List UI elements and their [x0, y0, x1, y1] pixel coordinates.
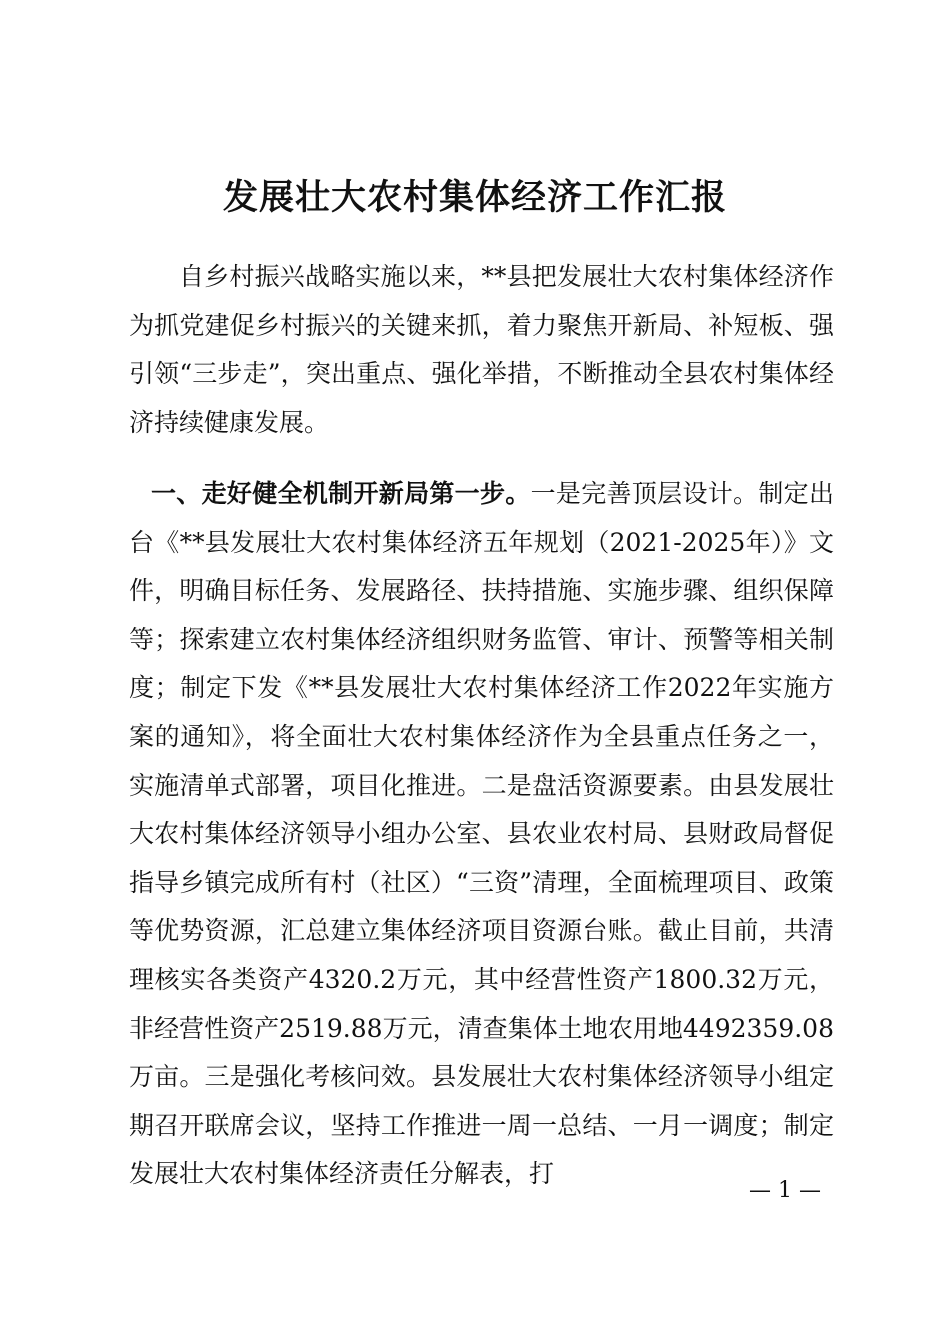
document-title: 发展壮大农村集体经济工作汇报 — [222, 178, 727, 218]
section-one-body: 一是完善顶层设计。制定出台《**县发展壮大农村集体经济五年规划（2021-2025年）》文件，明确目标任务、发展路径、扶持措施、实施步骤、组织保障等；探索建立农村集体经济组织财务监管、审计、预警等相关制度；制定下发《**县发展壮大农村集体经济工作2022年实施方案的通知》，将全面壮大农村集体经济作为全县重点任务之一，实施清单式部署，项目化推进。二是盘活资源要素。由县发展壮大农村集体经济领导小组办公室、县农业农村局、县财政局督促指导乡镇完成所有村（社区）“三资”清理，全面梳理项目、政策等优势资源，汇总建立集体经济项目资源台账。截止目前，共清理核实各类资产4320.2万元，其中经营性资产1800.32万元，非经营性资产2519.88万元，清查集体土地农用地4492359.08万亩。三是强化考核问效。县发展壮大农村集体经济领导小组定期召开联席会议，坚持工作推进一周一总结、一月一调度；制定发展壮大农村集体经济责任分解表，打 — [129, 479, 834, 1189]
section-one-paragraph — [129, 470, 834, 1199]
page-number: — 1 — — [749, 1178, 821, 1203]
intro-paragraph: 自乡村振兴战略实施以来，**县把发展壮大农村集体经济作为抓党建促乡村振兴的关键来抓，着力聚焦开新局、补短板、强引领“三步走”，突出重点、强化举措，不断推动全县农村集体经济持续健康发展。 — [129, 262, 834, 437]
section-one-heading: 一、走好健全机制开新局第一步。 — [151, 479, 531, 508]
